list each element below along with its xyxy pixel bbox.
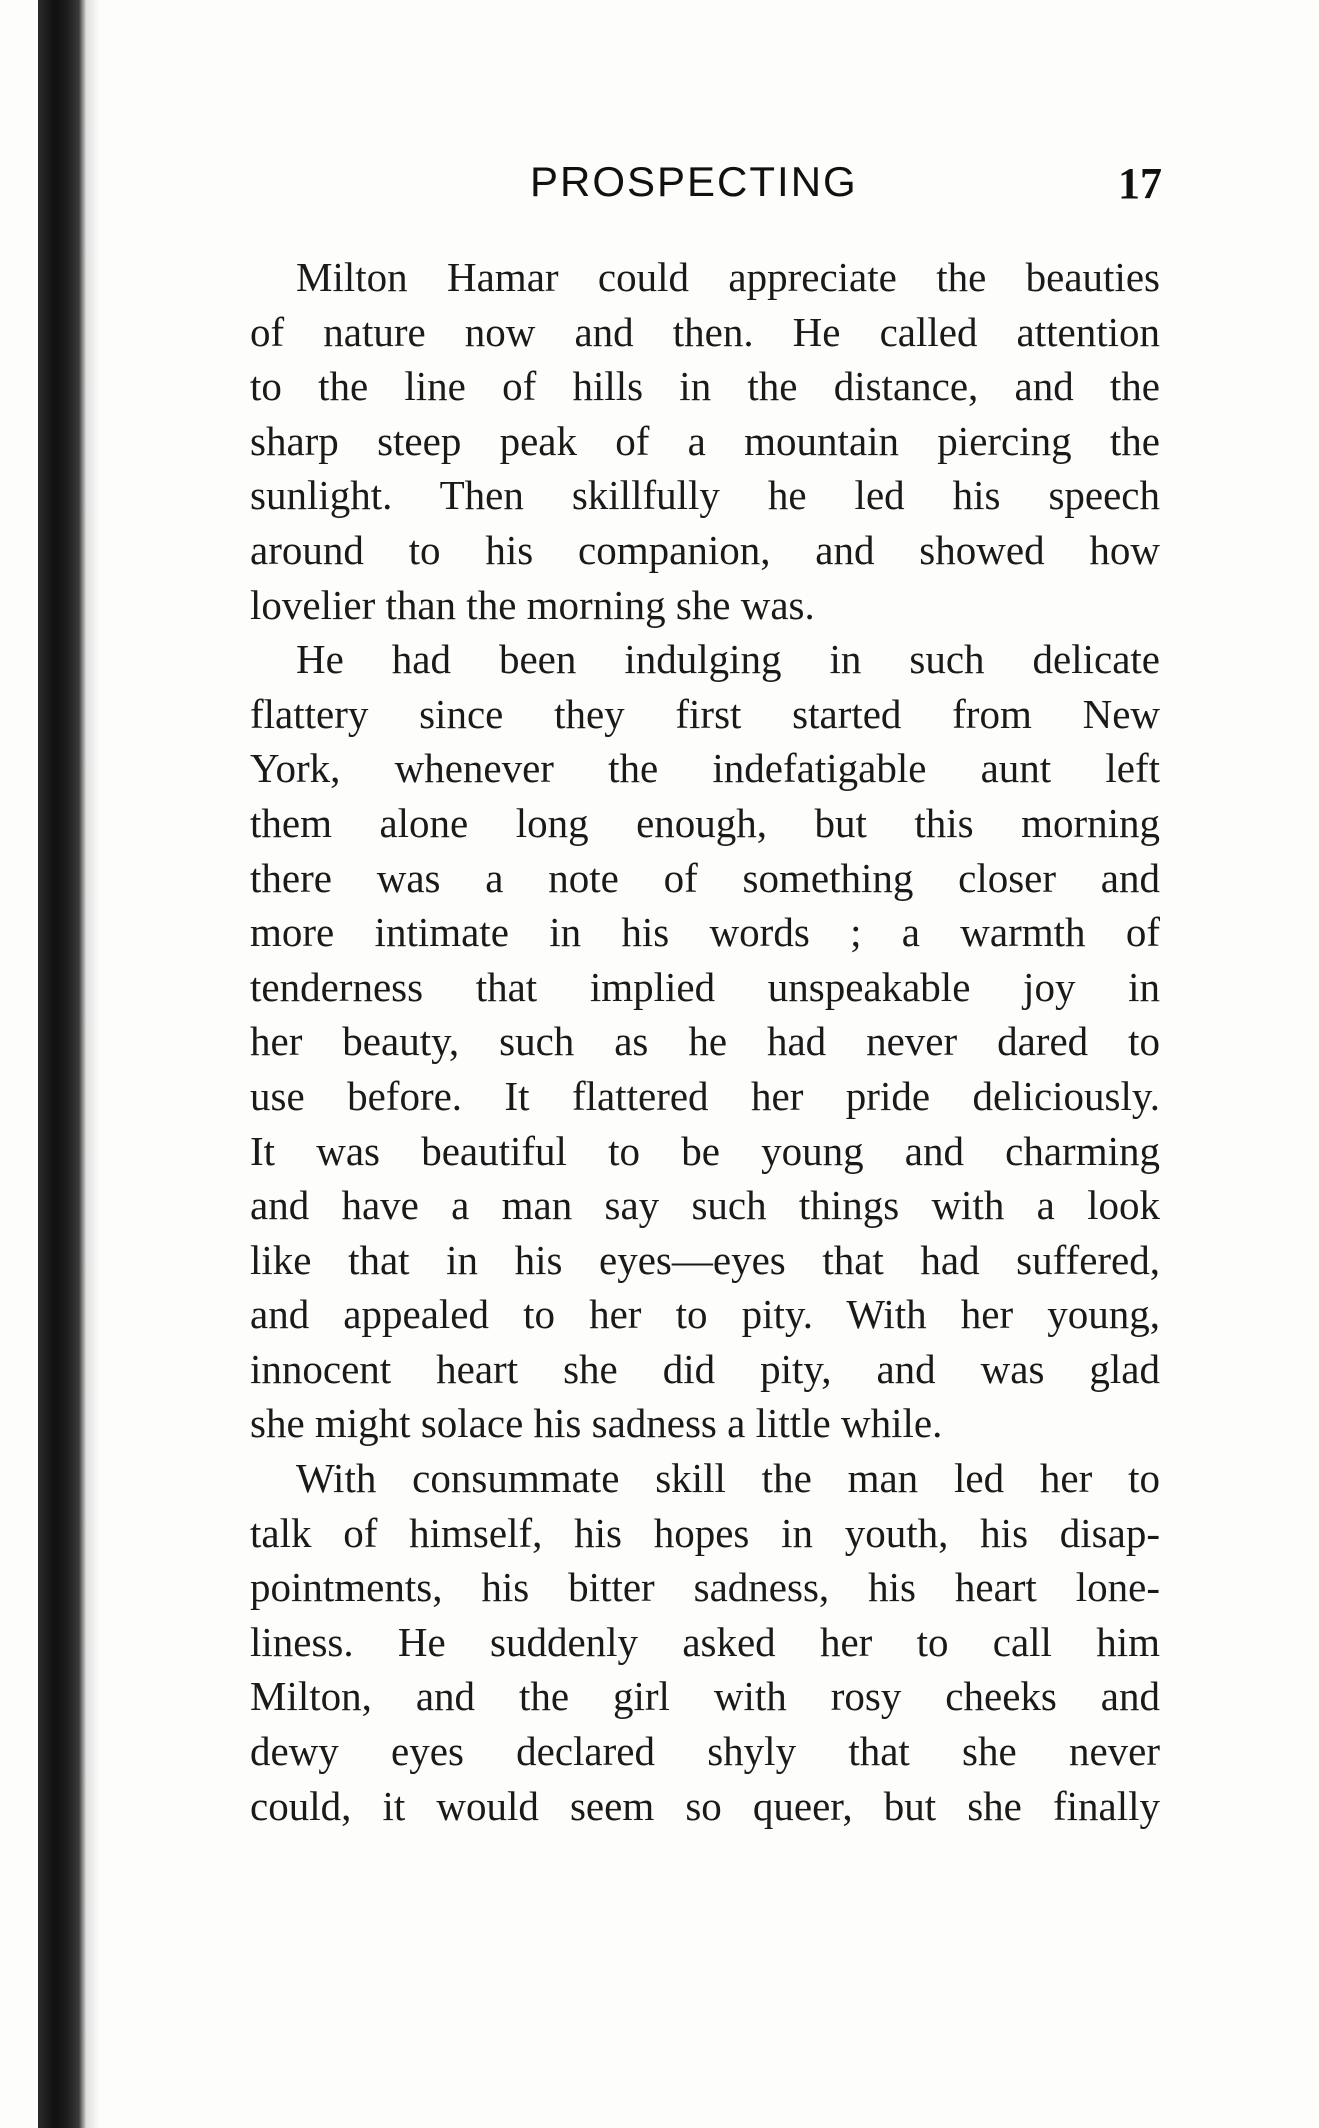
text-line: talk of himself, his hopes in youth, his disap- bbox=[250, 1509, 1160, 1556]
text-line: Milton, and the girl with rosy cheeks and bbox=[250, 1673, 1160, 1720]
text-line: sunlight. Then skillfully he led his speech bbox=[250, 472, 1160, 519]
text-line: flattery since they first started from New bbox=[250, 690, 1160, 737]
text-line: and have a man say such things with a look bbox=[250, 1182, 1160, 1229]
text-line: to the line of hills in the distance, and the bbox=[250, 363, 1160, 410]
text-line: use before. It flattered her pride deliciously. bbox=[250, 1072, 1160, 1119]
text-line: pointments, his bitter sadness, his heart lone- bbox=[250, 1564, 1160, 1611]
text-line: dewy eyes declared shyly that she never bbox=[250, 1728, 1160, 1775]
text-line: and appealed to her to pity. With her young, bbox=[250, 1291, 1160, 1338]
text-line: more intimate in his words ; a warmth of bbox=[250, 909, 1160, 956]
text-line: them alone long enough, but this morning bbox=[250, 799, 1160, 846]
text-line: Milton Hamar could appreciate the beauties bbox=[296, 254, 1160, 300]
text-line: of nature now and then. He called attention bbox=[250, 308, 1160, 355]
page-header bbox=[250, 158, 1170, 218]
text-line: With consummate skill the man led her to bbox=[296, 1455, 1160, 1502]
text-line: her beauty, such as he had never dared to bbox=[250, 1018, 1160, 1065]
text-line: York, whenever the indefatigable aunt left bbox=[250, 745, 1160, 792]
text-line: sharp steep peak of a mountain piercing the bbox=[250, 417, 1160, 464]
text-line: could, it would seem so queer, but she finally bbox=[250, 1782, 1160, 1829]
page-number: 17 bbox=[1118, 159, 1162, 208]
text-line: liness. He suddenly asked her to call him bbox=[250, 1618, 1160, 1665]
running-head: PROSPECTING bbox=[530, 158, 858, 205]
text-line: tenderness that implied unspeakable joy in bbox=[250, 963, 1160, 1010]
body-text bbox=[250, 250, 1160, 1833]
text-line: like that in his eyes—eyes that had suffered, bbox=[250, 1236, 1160, 1283]
text-line: there was a note of something closer and bbox=[250, 854, 1160, 901]
text-line: lovelier than the morning she was. bbox=[250, 581, 815, 628]
text-line: It was beautiful to be young and charming bbox=[250, 1127, 1160, 1174]
text-line: He had been indulging in such delicate bbox=[296, 636, 1160, 683]
text-line: innocent heart she did pity, and was glad bbox=[250, 1345, 1160, 1392]
binding-shadow bbox=[86, 0, 100, 2128]
text-line: around to his companion, and showed how bbox=[250, 526, 1160, 573]
text-line: she might solace his sadness a little while. bbox=[250, 1400, 943, 1447]
page-binding-edge bbox=[38, 0, 86, 2128]
